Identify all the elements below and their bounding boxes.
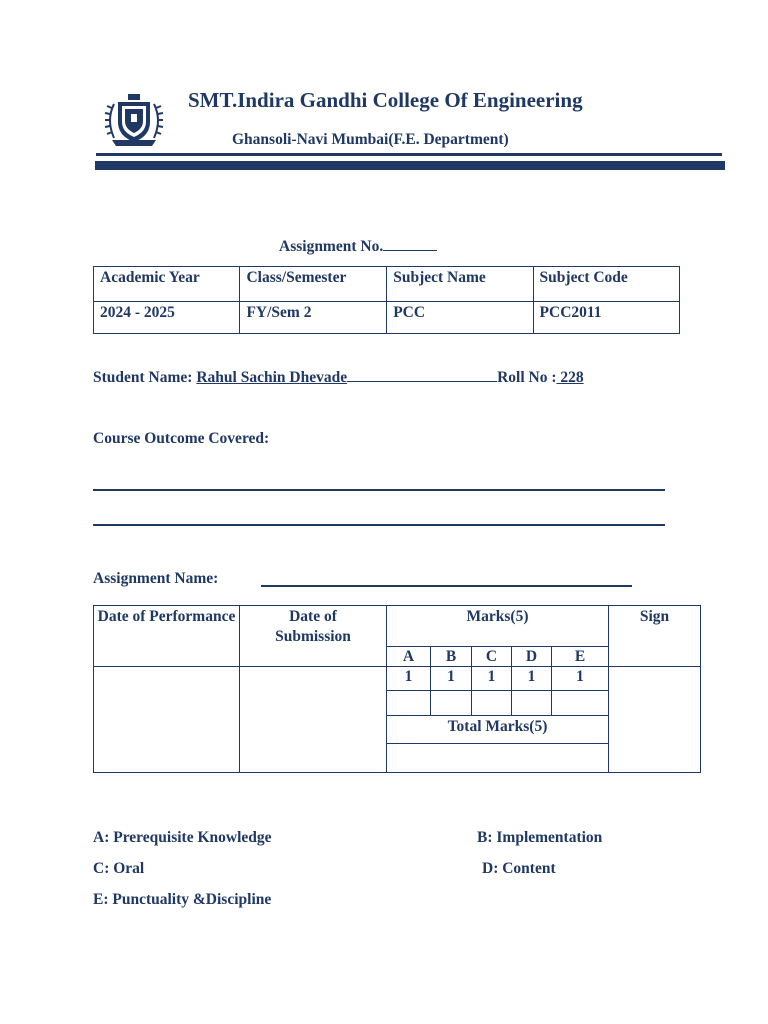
criteria-b: B	[430, 646, 472, 667]
legend-a: A: Prerequisite Knowledge	[93, 829, 272, 846]
assignment-name-line	[261, 585, 632, 587]
total-marks-cell	[386, 743, 609, 773]
college-crest-icon	[104, 90, 164, 152]
course-outcome-label: Course Outcome Covered:	[93, 430, 270, 447]
college-subtitle: Ghansoli-Navi Mumbai(F.E. Department)	[232, 131, 509, 148]
score-a: 1	[386, 666, 431, 691]
legend-d: D: Content	[482, 860, 556, 877]
criteria-e: E	[551, 646, 609, 667]
legend-e: E: Punctuality &Discipline	[93, 891, 272, 908]
roll-no-label: Roll No :	[497, 369, 557, 386]
date-of-performance-header: Date of Performance	[93, 605, 240, 667]
value-subject-name: PCC	[387, 302, 533, 334]
score-blank-a	[386, 690, 431, 716]
assignment-number-blank	[383, 236, 437, 251]
value-class-semester: FY/Sem 2	[240, 302, 387, 334]
total-marks-label: Total Marks(5)	[386, 715, 609, 744]
legend-b: B: Implementation	[477, 829, 603, 846]
sign-cell	[608, 666, 701, 773]
score-c: 1	[471, 666, 512, 691]
criteria-d: D	[511, 646, 552, 667]
assignment-number-label: Assignment No.	[279, 238, 384, 255]
criteria-a: A	[386, 646, 431, 667]
assignment-name-label: Assignment Name:	[93, 570, 219, 587]
score-blank-d	[511, 690, 552, 716]
course-info-header-row	[94, 267, 680, 302]
legend-c: C: Oral	[93, 860, 145, 877]
score-blank-b	[430, 690, 472, 716]
value-academic-year: 2024 - 2025	[94, 302, 240, 334]
course-outcome-line-1	[93, 489, 665, 491]
header-subject-code: Subject Code	[533, 267, 679, 302]
student-name-value: Rahul Sachin Dhevade	[196, 369, 348, 386]
course-info-value-row	[94, 302, 680, 334]
course-info-table	[93, 266, 680, 334]
date-of-submission-header: Date of Submission	[239, 605, 387, 667]
course-outcome-line-2	[93, 524, 665, 526]
marks-table	[93, 605, 701, 773]
date-of-submission-cell	[239, 666, 387, 773]
score-e: 1	[551, 666, 609, 691]
criteria-c: C	[471, 646, 512, 667]
score-b: 1	[430, 666, 472, 691]
header-divider-thick	[95, 161, 725, 170]
marks-header: Marks(5)	[386, 605, 609, 647]
header-divider-thin	[96, 153, 722, 156]
header-academic-year: Academic Year	[94, 267, 240, 302]
student-info-line	[93, 368, 584, 387]
score-d: 1	[511, 666, 552, 691]
score-blank-c	[471, 690, 512, 716]
score-blank-e	[551, 690, 609, 716]
sign-header: Sign	[608, 605, 701, 667]
roll-no-value: 228	[556, 369, 584, 386]
date-of-performance-cell	[93, 666, 240, 773]
value-subject-code: PCC2011	[533, 302, 679, 334]
student-name-label: Student Name:	[93, 369, 197, 386]
college-name: SMT.Indira Gandhi College Of Engineering	[188, 88, 583, 112]
header-subject-name: Subject Name	[387, 267, 533, 302]
student-name-blank	[347, 368, 497, 382]
header-class-semester: Class/Semester	[240, 267, 387, 302]
assignment-number	[279, 236, 437, 256]
